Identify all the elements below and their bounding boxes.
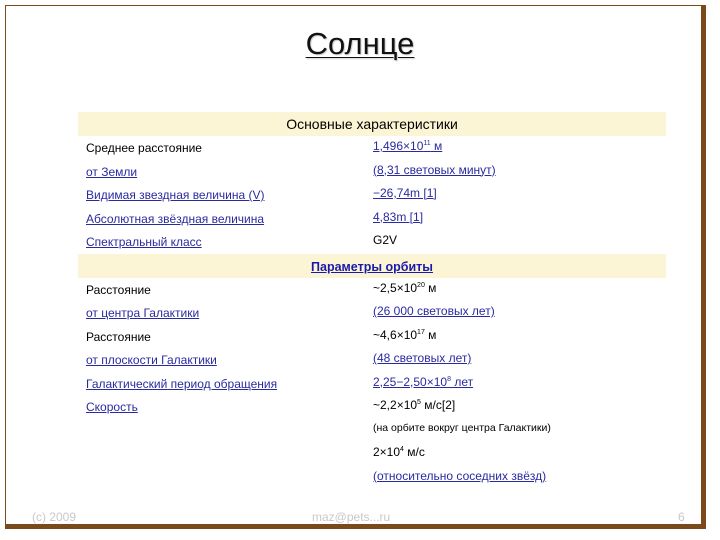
- row-value[interactable]: [373, 304, 495, 318]
- row-value[interactable]: [373, 351, 471, 365]
- row-label[interactable]: Скорость: [86, 400, 138, 414]
- value-text: (26 000 световых лет): [373, 304, 495, 318]
- value-text: 4,83m [1]: [373, 209, 424, 224]
- value-text: −26,74m [1]: [373, 186, 437, 200]
- value-exponent: 11: [423, 140, 431, 147]
- value-text: (8,31 световых минут): [373, 162, 496, 177]
- value-text: 2,25−2,50×10: [373, 374, 448, 389]
- table-row: [78, 230, 666, 254]
- row-label[interactable]: от плоскости Галактики: [86, 353, 217, 367]
- value-text: (48 световых лет): [373, 351, 472, 365]
- row-label[interactable]: Галактический период обращения: [86, 376, 278, 391]
- row-label: Расстояние: [86, 282, 151, 297]
- value-exponent: 8: [447, 375, 451, 383]
- table-row: [78, 160, 666, 184]
- row-label: Расстояние: [86, 329, 151, 344]
- row-label[interactable]: Спектральный класс: [86, 235, 202, 249]
- row-value[interactable]: [373, 139, 442, 153]
- orbit-header-row: [78, 254, 666, 278]
- table-row: [78, 395, 666, 419]
- table-row: [78, 466, 666, 490]
- table-row: [78, 183, 666, 207]
- table-row: [78, 325, 666, 349]
- row-value: [373, 281, 436, 295]
- value-text: ~2,2×10: [373, 398, 418, 412]
- value-unit: м/с: [403, 445, 425, 459]
- row-label[interactable]: от центра Галактики: [86, 306, 200, 320]
- value-text: 1,496×10: [373, 139, 424, 153]
- row-label: Среднее расстояние: [86, 141, 202, 155]
- table-row: [78, 207, 666, 231]
- value-text: G2V: [373, 233, 398, 247]
- characteristics-table: [78, 112, 666, 489]
- value-exponent: 5: [417, 399, 421, 406]
- value-unit: м: [424, 280, 437, 295]
- value-text: ~4,6×10: [373, 327, 418, 342]
- row-value[interactable]: [373, 375, 473, 389]
- value-exponent: 4: [400, 446, 404, 453]
- value-unit: м/с[2]: [420, 398, 456, 412]
- slide-title: Солнце: [305, 26, 415, 61]
- value-text: (относительно соседних звёзд): [373, 468, 547, 483]
- row-value[interactable]: [373, 163, 496, 177]
- row-value[interactable]: [373, 210, 423, 224]
- row-value: [373, 328, 436, 342]
- value-exponent: 17: [417, 328, 425, 336]
- value-unit: м: [424, 327, 437, 342]
- value-text: (на орбите вокруг центра Галактики): [373, 421, 551, 434]
- table-row: [78, 442, 666, 466]
- value-text: 2×10: [373, 445, 401, 459]
- value-unit: лет: [450, 374, 474, 389]
- footer-page-number: 6: [678, 510, 685, 524]
- main-header: Основные характеристики: [78, 112, 666, 136]
- main-rows: [78, 136, 666, 254]
- row-value[interactable]: [373, 469, 546, 483]
- table-row: [78, 348, 666, 372]
- row-value: [373, 445, 425, 459]
- table-row: [78, 372, 666, 396]
- row-value: [373, 422, 551, 434]
- orbit-header[interactable]: Параметры орбиты: [311, 259, 433, 274]
- value-unit: м: [430, 139, 443, 153]
- table-row: [78, 419, 666, 443]
- footer-email: maz@pets...ru: [312, 510, 391, 524]
- table-row: [78, 301, 666, 325]
- value-text: ~2,5×10: [373, 280, 418, 295]
- value-exponent: 20: [417, 281, 425, 289]
- orbit-rows: [78, 278, 666, 490]
- table-row: [78, 278, 666, 302]
- table-row: [78, 136, 666, 160]
- row-label[interactable]: Видимая звездная величина (V): [86, 188, 265, 202]
- footer-copyright: (c) 2009: [32, 510, 77, 524]
- row-value[interactable]: [373, 186, 437, 200]
- row-label[interactable]: Абсолютная звёздная величина: [86, 211, 265, 226]
- row-value: [373, 233, 397, 247]
- row-value: [373, 398, 455, 412]
- row-label[interactable]: от Земли: [86, 164, 138, 179]
